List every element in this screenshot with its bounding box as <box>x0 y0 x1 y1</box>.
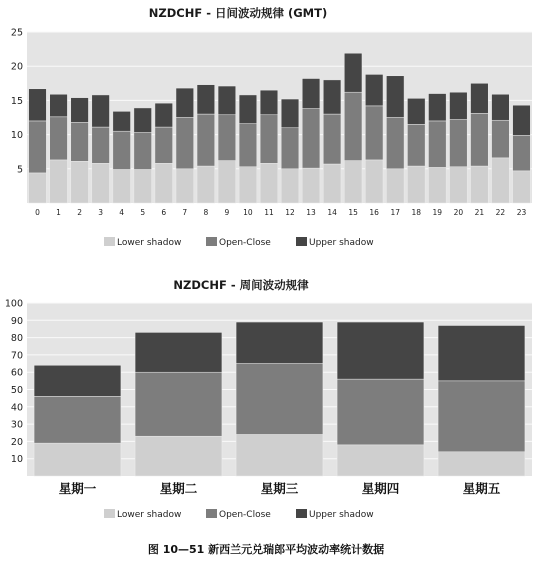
x-tick-label: 3 <box>98 208 104 217</box>
bar-segment-oc <box>176 118 194 169</box>
bar-segment-oc <box>197 114 215 166</box>
bar-segment-lower <box>513 171 531 203</box>
bar-segment-lower <box>407 166 425 203</box>
chart-1-title: NZDCHF - 日间波动规律 (GMT) <box>148 6 328 20</box>
bar-segment-upper <box>155 103 173 127</box>
legend-label: Upper shadow <box>309 238 374 248</box>
bar-segment-upper <box>92 95 110 127</box>
bar-segment-upper <box>386 76 404 118</box>
bar-segment-upper <box>239 95 257 124</box>
bar-segment-lower <box>218 161 236 203</box>
bar-segment-lower <box>71 161 89 203</box>
y-tick-label: 10 <box>10 130 23 142</box>
bar-segment-lower <box>50 160 68 203</box>
x-tick-label: 22 <box>495 208 506 217</box>
bar-segment-lower <box>113 169 131 203</box>
bar-segment-oc <box>92 127 110 163</box>
x-tick-label: 7 <box>182 208 188 217</box>
bar-segment-upper <box>438 325 525 380</box>
bar-segment-upper <box>281 99 299 128</box>
x-tick-label: 9 <box>224 208 230 217</box>
bar-segment-lower <box>135 436 222 476</box>
bar-segment-upper <box>71 98 89 123</box>
x-tick-label: 19 <box>432 208 443 217</box>
bar-segment-upper <box>323 80 341 114</box>
bar-segment-lower <box>197 166 215 203</box>
bar-segment-upper <box>260 90 278 115</box>
bar-segment-oc <box>450 120 468 167</box>
x-tick-label: 15 <box>348 208 358 217</box>
bar-segment-oc <box>471 113 489 166</box>
y-tick-label: 20 <box>10 436 23 448</box>
bar-segment-oc <box>337 379 424 445</box>
bar-segment-upper <box>450 92 468 119</box>
bar-segment-lower <box>236 434 323 476</box>
bar-segment-upper <box>135 332 222 372</box>
legend-swatch-oc <box>206 509 217 518</box>
y-tick-label: 100 <box>4 298 23 310</box>
bar-segment-lower <box>471 166 489 203</box>
legend-swatch-lower <box>104 509 115 518</box>
y-tick-label: 20 <box>10 61 23 73</box>
bar-segment-oc <box>113 131 131 169</box>
x-tick-label: 5 <box>140 208 146 217</box>
y-tick-label: 70 <box>10 350 23 362</box>
bar-segment-oc <box>407 124 425 166</box>
chart-1-hourly-volatility <box>11 28 532 218</box>
bar-segment-lower <box>302 168 320 203</box>
figure-caption: 图 10—51 新西兰元兑瑞郎平均波动率统计数据 <box>147 543 385 556</box>
legend-label: Upper shadow <box>309 510 374 520</box>
bar-segment-lower <box>155 163 173 203</box>
legend-label: Lower shadow <box>117 510 182 520</box>
x-tick-label: 23 <box>516 208 527 217</box>
x-tick-label: 14 <box>327 208 337 217</box>
x-tick-label: 8 <box>203 208 209 217</box>
bar-segment-upper <box>344 53 362 92</box>
bar-segment-oc <box>386 118 404 169</box>
bar-segment-upper <box>302 79 320 109</box>
bar-segment-lower <box>260 163 278 203</box>
bar-segment-lower <box>386 169 404 203</box>
bar-segment-oc <box>34 396 121 443</box>
bar-segment-lower <box>134 169 152 203</box>
bar-segment-upper <box>134 108 152 133</box>
bar-segment-upper <box>236 322 323 364</box>
bar-segment-lower <box>176 169 194 203</box>
x-tick-label: 星期一 <box>58 481 97 496</box>
y-tick-label: 80 <box>10 333 23 345</box>
y-tick-label: 40 <box>10 402 23 414</box>
bar-segment-lower <box>34 443 121 476</box>
bar-segment-oc <box>29 121 47 173</box>
y-tick-label: 5 <box>16 164 23 176</box>
x-tick-label: 4 <box>119 208 125 217</box>
legend-swatch-upper <box>296 509 307 518</box>
legend-swatch-upper <box>296 237 307 246</box>
bar-segment-upper <box>197 85 215 114</box>
x-tick-label: 17 <box>390 208 401 217</box>
bar-segment-oc <box>50 117 68 160</box>
bar-segment-oc <box>323 114 341 164</box>
bar-segment-oc <box>513 135 531 171</box>
bar-segment-lower <box>428 167 446 203</box>
bar-segment-upper <box>428 94 446 121</box>
chart-2-weekly-volatility <box>5 299 532 497</box>
bar-segment-oc <box>438 381 525 452</box>
bar-segment-lower <box>337 445 424 476</box>
chart-2-title: NZDCHF - 周间波动规律 <box>173 278 309 292</box>
y-tick-label: 30 <box>10 419 23 431</box>
legend-label: Open-Close <box>219 238 271 248</box>
bar-segment-oc <box>236 364 323 435</box>
x-tick-label: 星期三 <box>260 481 299 496</box>
bar-segment-lower <box>344 161 362 203</box>
y-tick-label: 60 <box>10 367 23 379</box>
chart-1-legend <box>104 237 374 248</box>
bar-segment-upper <box>113 111 131 131</box>
bar-segment-upper <box>218 86 236 115</box>
bar-segment-upper <box>492 94 510 120</box>
x-tick-label: 星期五 <box>462 481 501 496</box>
bar-segment-oc <box>492 120 510 158</box>
x-tick-label: 18 <box>411 208 422 217</box>
bar-segment-upper <box>29 89 47 121</box>
x-tick-label: 20 <box>453 208 464 217</box>
bar-segment-oc <box>155 127 173 163</box>
x-tick-label: 10 <box>243 208 253 217</box>
bar-segment-oc <box>365 106 383 160</box>
x-tick-label: 13 <box>306 208 316 217</box>
bar-segment-upper <box>337 322 424 379</box>
bar-segment-lower <box>365 160 383 203</box>
bar-segment-oc <box>281 128 299 169</box>
x-tick-label: 6 <box>161 208 167 217</box>
x-tick-label: 16 <box>369 208 379 217</box>
bar-segment-lower <box>239 167 257 203</box>
bar-segment-lower <box>323 164 341 203</box>
bar-segment-oc <box>239 124 257 167</box>
bar-segment-lower <box>492 158 510 203</box>
legend-swatch-oc <box>206 237 217 246</box>
chart-2-legend <box>104 509 374 520</box>
bar-segment-lower <box>450 167 468 203</box>
y-tick-label: 10 <box>10 454 23 466</box>
bar-segment-upper <box>50 94 68 117</box>
bar-segment-upper <box>365 74 383 105</box>
x-tick-label: 星期二 <box>159 481 198 496</box>
bar-segment-oc <box>344 92 362 160</box>
x-tick-label: 11 <box>264 208 274 217</box>
bar-segment-oc <box>302 109 320 169</box>
x-tick-label: 2 <box>77 208 82 217</box>
y-tick-label: 25 <box>10 27 23 39</box>
x-tick-label: 21 <box>474 208 485 217</box>
y-tick-label: 50 <box>10 385 23 396</box>
bar-segment-lower <box>92 163 110 203</box>
bar-segment-lower <box>29 173 47 203</box>
x-tick-label: 1 <box>56 208 61 217</box>
bar-segment-oc <box>71 122 89 161</box>
bar-segment-upper <box>513 105 531 135</box>
y-tick-label: 15 <box>10 95 23 107</box>
bar-segment-upper <box>407 98 425 124</box>
legend-label: Lower shadow <box>117 238 182 248</box>
x-tick-label: 星期四 <box>361 481 400 496</box>
bar-segment-oc <box>134 133 152 170</box>
y-tick-label: 90 <box>10 315 23 327</box>
x-tick-label: 0 <box>35 208 40 217</box>
bar-segment-oc <box>260 115 278 164</box>
bar-segment-oc <box>218 115 236 161</box>
bar-segment-lower <box>281 169 299 203</box>
bar-segment-lower <box>438 452 525 476</box>
bar-segment-upper <box>176 88 194 117</box>
legend-label: Open-Close <box>219 510 271 520</box>
bar-segment-upper <box>34 365 121 396</box>
bar-segment-oc <box>428 121 446 168</box>
x-tick-label: 12 <box>285 208 295 217</box>
bar-segment-oc <box>135 372 222 436</box>
legend-swatch-lower <box>104 237 115 246</box>
bar-segment-upper <box>471 83 489 113</box>
